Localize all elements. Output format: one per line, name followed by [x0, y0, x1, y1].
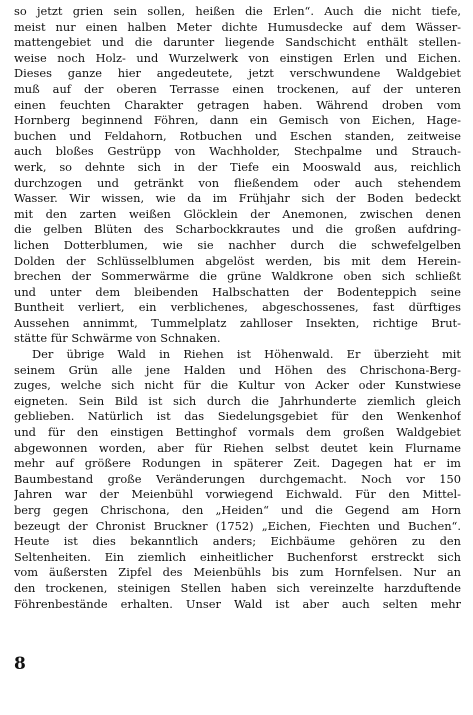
page-number: 8 [14, 654, 26, 674]
text-line: Dieses ganze hier angedeutete, jetzt verschwundene Waldgebiet [14, 66, 461, 81]
paragraph-start-line: Der übrige Wald in Riehen ist Höhenwald. Er überzieht mit [32, 347, 461, 362]
text-line: werk, so dehnte sich in der Tiefe ein Mooswald aus, reichlich [14, 159, 461, 174]
text-line: mattengebiet und die darunter liegende Sandschicht enthält stellen- [14, 35, 461, 50]
text-line: Heute ist dies bekanntlich anders; Eichbäume gehören zu den [14, 534, 461, 549]
text-line: auch bloßes Gestrüpp von Wachholder, Stechpalme und Strauch- [14, 144, 461, 159]
text-line: Hornberg beginnend Föhren, dann ein Gemisch von Eichen, Hage- [14, 113, 461, 128]
text-line: lichen Dotterblumen, wie sie nachher durch die schwefelgelben [14, 237, 461, 252]
text-line: vom äußersten Zipfel des Meienbühls bis zum Hornfelsen. Nur an [14, 565, 461, 580]
text-line: geblieben. Natürlich ist das Siedelungsgebiet für den Wenkenhof [14, 409, 461, 424]
text-line: brechen der Sommerwärme die grüne Waldkrone oben sich schließt [14, 269, 461, 284]
text-line: Seltenheiten. Ein ziemlich einheitlicher Buchenforst erstreckt sich [14, 549, 461, 564]
text-line: Jahren war der Meienbühl vorwiegend Eichwald. Für den Mittel- [14, 487, 461, 502]
text-line: Dolden der Schlüsselblumen abgelöst werden, bis mit dem Herein- [14, 253, 461, 268]
text-line: und für den einstigen Bettinghof vormals dem großen Waldgebiet [14, 425, 461, 440]
text-line: Föhrenbestände erhalten. Unser Wald ist aber auch selten mehr [14, 596, 461, 611]
text-line: die gelben Blüten des Scharbockkrautes und die großen aufdring- [14, 222, 461, 237]
text-line: so jetzt grien sein sollen, heißen die Erlen“. Auch die nicht tiefe, [14, 4, 461, 18]
text-line: abgewonnen worden, aber für Riehen selbst deutet kein Flurname [14, 440, 461, 455]
text-line: und unter dem bleibenden Halbschatten der Bodenteppich seine [14, 284, 461, 299]
text-line: mehr auf größere Rodungen in späterer Zeit. Dagegen hat er im [14, 456, 461, 471]
text-line: Baumbestand große Veränderungen durchgemacht. Noch vor 150 [14, 471, 461, 486]
text-line: den trockenen, steinigen Stellen haben sich vereinzelte harzduftende [14, 580, 461, 595]
book-page [14, 4, 461, 704]
text-line: durchzogen und getränkt von fließendem oder auch stehendem [14, 175, 461, 190]
paragraph-end-line: stätte für Schwärme von Schnaken. [14, 331, 221, 346]
text-line: meist nur einen halben Meter dichte Humusdecke auf dem Wässer- [14, 19, 461, 34]
text-line: eigneten. Sein Bild ist sich durch die Jahrhunderte ziemlich gleich [14, 393, 461, 408]
text-line: Buntheit verliert, ein verblichenes, abgeschossenes, fast dürftiges [14, 300, 461, 315]
text-line: buchen und Feldahorn, Rotbuchen und Eschen standen, zeitweise [14, 128, 461, 143]
text-line: weise noch Holz- und Wurzelwerk von einstigen Erlen und Eichen. [14, 50, 461, 65]
text-line: einen feuchten Charakter getragen haben. Während droben vom [14, 97, 461, 112]
text-line: Wasser. Wir wissen, wie da im Frühjahr sich der Boden bedeckt [14, 191, 461, 206]
text-line: bezeugt der Chronist Bruckner (1752) „Eichen, Fiechten und Buchen“. [14, 518, 461, 533]
text-line: zuges, welche sich nicht für die Kultur von Acker oder Kunstwiese [14, 378, 461, 393]
text-line: mit den zarten weißen Glöcklein der Anemonen, zwischen denen [14, 206, 461, 221]
text-line: seinem Grün alle jene Halden und Höhen des Chrischona-Berg- [14, 362, 461, 377]
text-line: Aussehen annimmt, Tummelplatz zahlloser Insekten, richtige Brut- [14, 315, 461, 330]
text-line: berg gegen Chrischona, den „Heiden“ und die Gegend am Horn [14, 503, 461, 517]
text-line: muß auf der oberen Terrasse einen trockenen, auf der unteren [14, 81, 461, 96]
body-text [14, 4, 461, 612]
